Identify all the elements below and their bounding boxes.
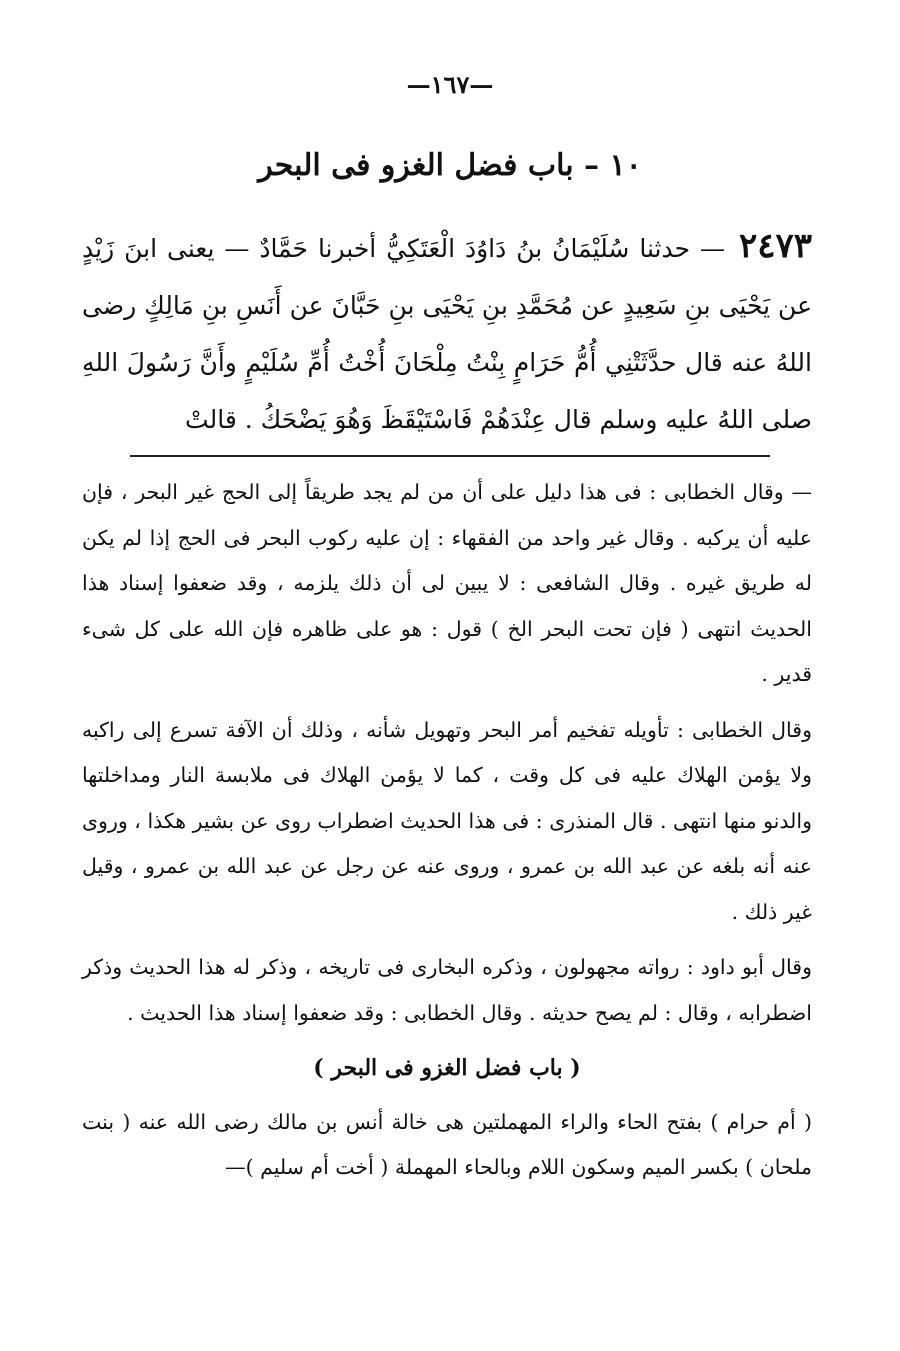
chapter-title: ١٠ – باب فضل الغزو فى البحر	[258, 148, 642, 183]
commentary-sub-heading: ( باب فضل الغزو فى البحر )	[313, 1055, 581, 1081]
commentary-block	[82, 470, 812, 1201]
commentary-paragraph-4: ( أم حرام ) بفتح الحاء والراء المهملتين هى خالة أنس بن مالك رضى الله عنه ( بنت ملحان ) بكسر الميم وسكون اللام وبالحاء المهملة ( أخت أم سليم )—	[82, 1109, 812, 1179]
hadith-text: — حدثنا سُلَيْمَانُ بنُ دَاوُدَ الْعَتَكِيُّ أخبرنا حَمَّادٌ — يعنى ابنَ زَيْدٍ عن يَحْيَى بنِ سَعِيدٍ عن مُحَمَّدِ بنِ يَحْيَى بنِ حَبَّانَ عن أَنَسِ بنِ مَالِكٍ رضى اللهُ عنه قال حدَّثَتْنِي أُمُّ حَرَامٍ بِنْتُ مِلْحَانَ أُخْتُ أُمِّ سُلَيْمٍ وأَنَّ رَسُولَ اللهِ صلى اللهُ عليه وسلم قال عِنْدَهُمْ فَاسْتَيْقَظَ وَهُوَ يَضْحَكُ . قالتْ	[82, 234, 812, 434]
commentary-paragraph-2: وقال الخطابى : تأويله تفخيم أمر البحر وتهويل شأنه ، وذلك أن الآفة تسرع إلى راكبه ولا يؤمن الهلاك عليه فى كل وقت ، كما لا يؤمن الهلاك فى ملابسة النار ومداخلتها والدنو منها انتهى . قال المنذرى : فى هذا الحديث اضطراب روى عن بشير هكذا ، وروى عنه أنه بلغه عن عبد الله بن عمرو ، وروى عنه عن رجل عن عبد الله بن عمرو ، وقيل غير ذلك .	[82, 717, 812, 924]
footnote-divider	[130, 455, 770, 457]
commentary-paragraph-3: وقال أبو داود : رواته مجهولون ، وذكره البخارى فى تاريخه ، وذكر له هذا الحديث وذكر اضطرابه ، وقال : لم يصح حديثه . وقال الخطابى : وقد ضعفوا إسناد هذا الحديث .	[82, 955, 812, 1025]
page-number: —١٦٧—	[406, 70, 494, 99]
hadith-text-block	[82, 218, 812, 448]
commentary-paragraph-1: — وقال الخطابى : فى هذا دليل على أن من لم يجد طريقاً إلى الحج غير البحر ، فإن عليه أن يركبه . وقال غير واحد من الفقهاء : إن عليه ركوب البحر فى الحج إذا لم يكن له طريق غيره . وقال الشافعى : لا يبين لى أن ذلك يلزمه ، وقد ضعفوا إسناد هذا الحديث انتهى ( فإن تحت البحر الخ ) قول : هو على ظاهره فإن الله على كل شىء قدير .	[82, 480, 812, 686]
hadith-number: ٢٤٧٣	[738, 226, 812, 266]
